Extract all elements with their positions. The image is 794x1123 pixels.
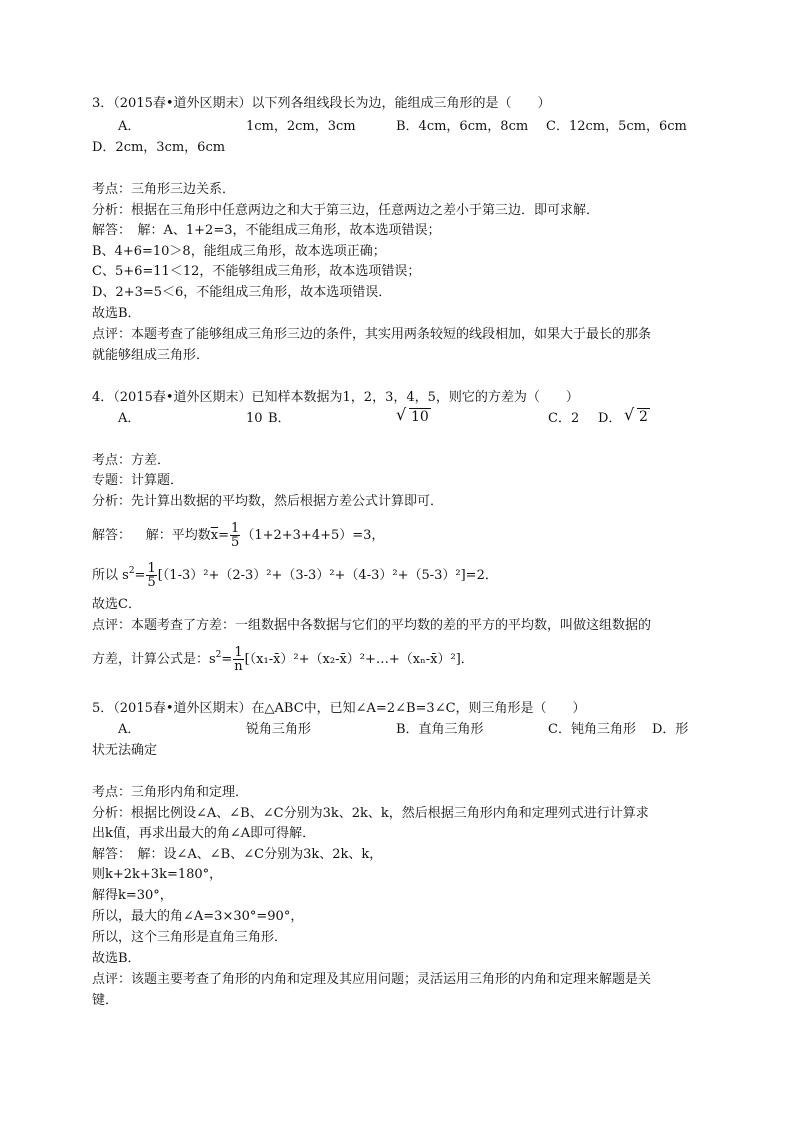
- dianping-2-post: [（x₁-x̄）²+（x₂-x̄）²+…+（xₙ-x̄）²]．: [244, 652, 474, 667]
- q4-answer: 故选C．: [92, 597, 141, 612]
- fraction-one-fifth: [146, 562, 156, 589]
- q4-option-a-text: 10: [246, 411, 263, 426]
- q4-option-b-label: B．: [268, 411, 291, 426]
- q3-fenxi: 分析：根据在三角形中任意两边之和大于第三边，任意两边之差小于第三边．即可求解．: [92, 203, 600, 218]
- q5-option-d-cont: 状无法确定: [92, 743, 158, 758]
- denominator: 5: [147, 575, 156, 590]
- q3-jieda-4: D、2+3=5＜6，不能组成三角形，故本选项错误．: [92, 285, 392, 300]
- q3-jieda-2: B、4+6=10＞8，能组成三角形，故本选项正确；: [92, 244, 386, 259]
- denominator: n: [234, 659, 243, 674]
- q5-option-d-label: D．形: [652, 722, 689, 737]
- jieda-pre: 解：平均数: [145, 528, 211, 543]
- q5-jieda-2: 则k+2k+3k=180°，: [92, 867, 223, 882]
- jieda-post: （1+2+3+4+5）=3，: [241, 528, 385, 543]
- q3-answer: 故选B．: [92, 306, 141, 321]
- q5-dianping-1: 点评：该题主要考查了角形的内角和定理及其应用问题；灵活运用三角形的内角和定理来解题是关: [92, 972, 652, 987]
- q4-stem: 4．（2015春•道外区期末）已知样本数据为1，2，3，4，5，则它的方差为（ ）: [92, 390, 579, 405]
- sqrt-symbol: √: [396, 405, 407, 424]
- q4-option-c: C．2: [548, 411, 580, 426]
- jieda-label: 解答：: [92, 528, 125, 543]
- suoyi-pre: 所以 s: [92, 568, 129, 583]
- s-superscript: 2: [128, 566, 135, 576]
- q4-suoyi: 所以 $s^2=$ $\frac{1}{5}$ [（1-3）²+（2-3）²+（3-3）²+（4-3）²+（5-3）²]=2．: [92, 561, 498, 590]
- q4-option-d-label: D．: [598, 411, 622, 426]
- q4-zhuanti: 专题：计算题．: [92, 473, 184, 488]
- q5-dianping-2: 键．: [92, 993, 119, 1008]
- sqrt-symbol: √: [624, 405, 635, 424]
- fraction-one-over-n: [233, 646, 243, 673]
- q5-answer: 故选B．: [92, 951, 141, 966]
- q5-option-a-label: A．: [118, 722, 141, 737]
- q5-stem: 5．（2015春•道外区期末）在△ABC中，已知∠A=2∠B=3∠C，则三角形是（ ）: [92, 701, 586, 716]
- q4-dianping-1: 点评：本题考查了方差：一组数据中各数据与它们的平均数的差的平方的平均数，叫做这组数据的: [92, 618, 652, 633]
- q4-option-a-label: A．: [118, 411, 141, 426]
- q3-option-b: B．4cm，6cm，8cm: [396, 119, 529, 134]
- q5-fenxi-1: 分析：根据比例设∠A、∠B、∠C分别为3k、2k、k，然后根据三角形内角和定理列式进行计算求: [92, 806, 649, 821]
- q4-jieda: [92, 522, 384, 549]
- q3-dianping-2: 就能够组成三角形．: [92, 348, 210, 363]
- q3-option-c: C．12cm，5cm，6cm: [546, 119, 687, 134]
- q3-kaodian: 考点：三角形三边关系．: [92, 182, 236, 197]
- q5-option-a-text: 锐角三角形: [246, 722, 312, 737]
- dianping-2-pre: 方差，计算公式是：s: [92, 652, 216, 667]
- q3-dianping-1: 点评：本题考查了能够组成三角形三边的条件，其实用两条较短的线段相加，如果大于最长的那条: [92, 327, 652, 342]
- q4-option-d-sqrt: [624, 405, 650, 427]
- q5-jieda-4: 所以，最大的角∠A=3×30°=90°，: [92, 909, 304, 924]
- q4-dianping-2: 方差，计算公式是：$s^2=$ $\frac{1}{n}$ [（x₁-x̄）²+（x₂-x̄）²+…+（xₙ-x̄）²]．: [92, 645, 474, 674]
- suoyi-post: [（1-3）²+（2-3）²+（3-3）²+（4-3）²+（5-3）²]=2．: [157, 568, 498, 583]
- q3-stem: 3．（2015春•道外区期末）以下列各组线段长为边，能组成三角形的是（ ）: [92, 96, 551, 111]
- mean-symbol: $\overline{x}$: [210, 528, 219, 543]
- q5-option-c: C．钝角三角形: [548, 722, 636, 737]
- q5-jieda-3: 解得k=30°，: [92, 888, 173, 903]
- equals: =: [218, 528, 230, 543]
- sqrt-radicand: 2: [639, 409, 648, 425]
- numerator: 1: [231, 521, 240, 536]
- q5-option-b: B．直角三角形: [396, 722, 484, 737]
- q4-option-b-sqrt: [396, 405, 431, 427]
- q3-option-a-text: 1cm，2cm，3cm: [246, 119, 356, 134]
- q3-jieda-3: C、5+6=11＜12，不能够组成三角形，故本选项错误；: [92, 264, 421, 279]
- q3-option-a-label: A．: [118, 119, 141, 134]
- fraction-one-fifth: [230, 522, 240, 549]
- q5-jieda-1: 解答： 解：设∠A、∠B、∠C分别为3k、2k、k，: [92, 847, 383, 862]
- q3-jieda-1: 解答： 解：A、1+2=3，不能组成三角形，故本选项错误；: [92, 223, 441, 238]
- numerator: 1: [234, 645, 243, 660]
- q5-kaodian: 考点：三角形内角和定理．: [92, 785, 249, 800]
- q5-jieda-5: 所以，这个三角形是直角三角形．: [92, 930, 288, 945]
- sqrt-radicand: 10: [411, 409, 429, 425]
- s-superscript: 2: [215, 650, 222, 660]
- denominator: 5: [231, 535, 240, 550]
- q5-fenxi-2: 出k值，再求出最大的角∠A即可得解．: [92, 826, 316, 841]
- q3-option-d: D．2cm，3cm，6cm: [92, 140, 226, 155]
- q4-fenxi: 分析：先计算出数据的平均数，然后根据方差公式计算即可．: [92, 494, 444, 509]
- q4-kaodian: 考点：方差．: [92, 453, 171, 468]
- numerator: 1: [147, 561, 156, 576]
